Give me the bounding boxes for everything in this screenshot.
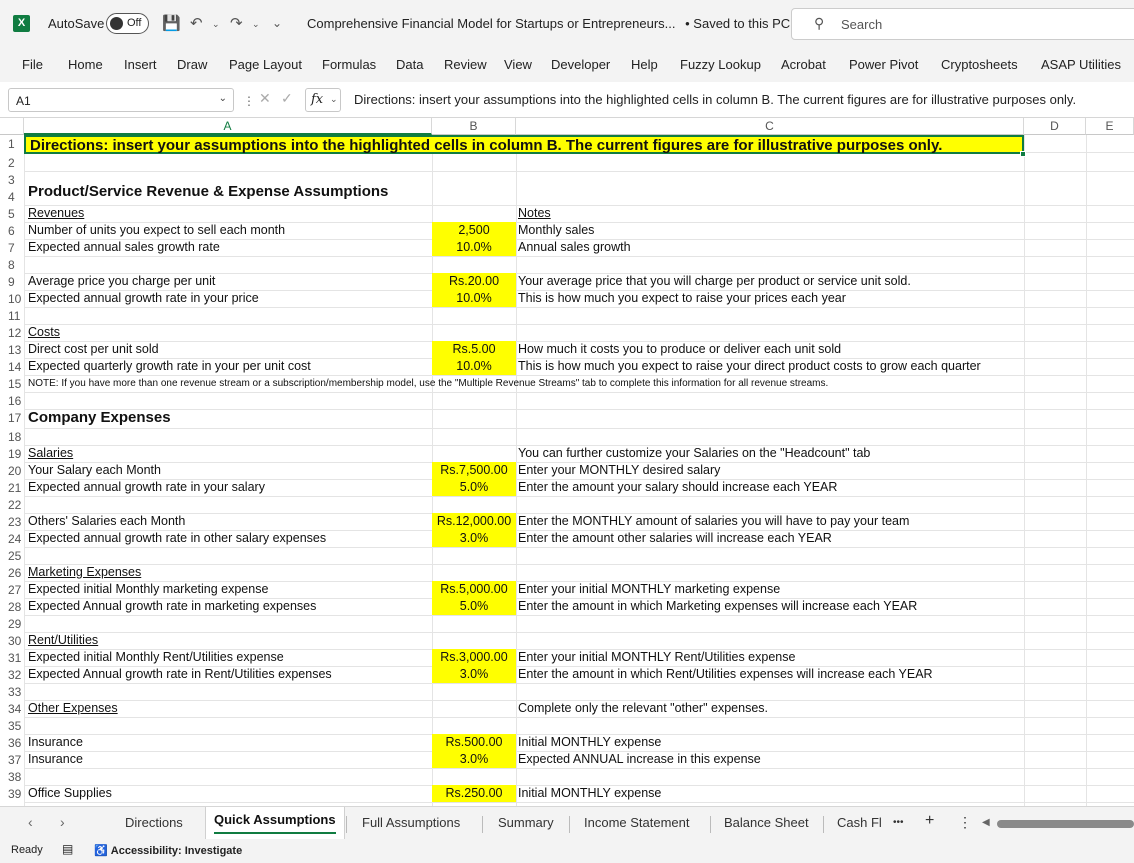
row-header[interactable]: 5 [8,207,15,221]
assumption-input-cell[interactable]: 10.0% [432,358,516,375]
autosave-toggle[interactable] [106,13,149,34]
assumption-label[interactable]: Insurance [28,752,83,766]
menu-data[interactable]: Data [396,57,424,72]
gridline [24,615,1134,616]
assumption-label[interactable]: NOTE: If you have more than one revenue stream or a subscription/membership model, use the "Multiple Revenue Streams" tab to complete this information for all revenue streams. [28,378,829,389]
row-header[interactable]: 10 [8,292,22,306]
assumption-input-cell[interactable]: Rs.20.00 [432,273,516,290]
assumption-label[interactable]: Expected annual sales growth rate [28,240,220,254]
assumption-label[interactable]: Expected quarterly growth rate in your per unit cost [28,359,311,373]
note-text[interactable]: Enter your MONTHLY desired salary [518,463,721,477]
assumption-input-cell[interactable]: Rs.3,000.00 [432,649,516,666]
row-header[interactable]: 14 [8,360,22,374]
macro-record-icon[interactable]: ▤ [62,842,74,856]
gridline [24,392,1134,393]
save-icon[interactable]: 💾 [162,15,181,32]
assumption-label[interactable]: Expected initial Monthly Rent/Utilities expense [28,650,284,664]
gridline [24,375,1134,376]
worksheet-grid[interactable] [0,118,1134,806]
assumption-input-cell[interactable]: Rs.5.00 [432,341,516,358]
row-header[interactable]: 34 [8,702,22,716]
row-header[interactable]: 8 [8,258,15,272]
status-ready: Ready [11,844,43,856]
note-text[interactable]: Complete only the relevant "other" expenses. [518,701,768,715]
menu-developer[interactable]: Developer [551,57,611,72]
assumption-label[interactable]: Expected initial Monthly marketing expense [28,582,269,596]
note-text[interactable]: Initial MONTHLY expense [518,735,662,749]
autosave-state: Off [127,17,142,29]
note-text[interactable]: Enter your initial MONTHLY marketing expense [518,582,781,596]
row-header[interactable]: 32 [8,668,22,682]
assumption-label[interactable]: Expected annual growth rate in other salary expenses [28,531,327,545]
row-header[interactable]: 31 [8,651,22,665]
note-text[interactable]: Enter your initial MONTHLY Rent/Utilities expense [518,650,796,664]
search-placeholder: Search [841,17,883,32]
search-icon: ⚲ [814,15,825,31]
note-text[interactable]: This is how much you expect to raise your prices each year [518,291,846,305]
toggle-knob [110,17,123,30]
tab-divider [346,816,347,833]
chevron-right-icon[interactable]: › [60,814,65,830]
menu-home[interactable]: Home [68,57,103,72]
accessibility-label: Accessibility: Investigate [110,845,243,857]
row-header[interactable]: 20 [8,464,22,478]
row-header[interactable]: 35 [8,719,22,733]
menu-review[interactable]: Review [444,57,487,72]
ribbon-menu [0,48,1134,82]
row-header[interactable]: 2 [8,156,15,170]
assumption-input-cell[interactable]: 5.0% [432,598,516,615]
fill-handle[interactable] [1020,151,1026,157]
note-text[interactable]: Annual sales growth [518,240,631,254]
column-header-d[interactable]: D [1024,118,1086,135]
row-header[interactable]: 25 [8,549,22,563]
accessibility-icon: ♿ [94,845,108,857]
menu-asap-utilities[interactable]: ASAP Utilities [1041,57,1121,72]
formula-bar [0,82,1134,118]
add-sheet-button[interactable]: + [925,812,935,829]
tab-quick-assumptions-label: Quick Assumptions [214,812,336,827]
tab-summary[interactable]: Summary [498,815,554,830]
row-header[interactable]: 21 [8,481,22,495]
row-header[interactable]: 23 [8,515,22,529]
chevron-left-icon[interactable]: ‹ [28,814,33,830]
category-label[interactable]: Salaries [28,446,74,460]
tab-income-statement[interactable]: Income Statement [584,815,690,830]
menu-formulas[interactable]: Formulas [322,57,377,72]
menu-cryptosheets[interactable]: Cryptosheets [941,57,1018,72]
autosave-label: AutoSave [48,16,105,31]
menu-insert[interactable]: Insert [124,57,157,72]
row-header[interactable]: 17 [8,411,22,425]
column-header-b[interactable]: B [432,118,516,135]
assumption-label[interactable]: Insurance [28,735,83,749]
status-bar [0,839,1134,863]
gridline [24,547,1134,548]
row-header[interactable]: 1 [8,137,15,151]
gridline [24,632,1134,633]
column-header-a[interactable]: A [24,118,432,135]
row-header[interactable]: 29 [8,617,22,631]
active-tab-underline [214,832,336,834]
tab-divider [710,816,711,833]
assumption-label[interactable]: Expected Annual growth rate in Rent/Utilities expenses [28,667,332,681]
row-header[interactable]: 28 [8,600,22,614]
redo-icon[interactable]: ↷ [230,15,243,32]
row-header[interactable]: 4 [8,190,15,204]
gridline [1086,135,1087,806]
row-header[interactable]: 19 [8,447,22,461]
undo-icon[interactable]: ↶ [190,15,203,32]
note-text[interactable]: Enter the amount in which Marketing expenses will increase each YEAR [518,599,918,613]
gridline [24,135,25,806]
assumption-label[interactable]: Expected Annual growth rate in marketing expenses [28,599,317,613]
row-header[interactable]: 12 [8,326,22,340]
tab-quick-assumptions[interactable] [205,807,345,840]
gridline [24,428,1134,429]
row-header[interactable]: 7 [8,241,15,255]
assumption-input-cell[interactable]: Rs.7,500.00 [432,462,516,479]
assumption-label[interactable]: Direct cost per unit sold [28,342,159,356]
assumption-input-cell[interactable]: Rs.500.00 [432,734,516,751]
horizontal-scrollbar[interactable] [997,820,1134,828]
undo-dropdown-icon[interactable]: ⌄ [212,19,220,29]
note-text[interactable]: This is how much you expect to raise your direct product costs to grow each quarter [518,359,981,373]
category-label[interactable]: Other Expenses [28,701,118,715]
menu-file[interactable]: File [22,57,43,72]
row-header[interactable]: 36 [8,736,22,750]
redo-dropdown-icon[interactable]: ⌄ [252,19,260,29]
assumption-label[interactable]: Others' Salaries each Month [28,514,186,528]
row-header[interactable]: 30 [8,634,22,648]
gridline [24,683,1134,684]
save-status: • Saved to this PC [685,16,791,31]
tab-directions[interactable]: Directions [125,815,183,830]
tab-balance-sheet[interactable]: Balance Sheet [724,815,809,830]
tab-divider [482,816,483,833]
enter-icon[interactable]: ✓ [281,90,293,106]
gridline [24,256,1134,257]
note-text[interactable]: You can further customize your Salaries on the "Headcount" tab [518,446,871,460]
assumption-input-cell[interactable]: 5.0% [432,479,516,496]
title-bar [0,0,1134,48]
row-header[interactable]: 16 [8,394,22,408]
row-header[interactable]: 9 [8,275,15,289]
gridline [24,205,1134,206]
note-text[interactable]: Enter the amount in which Rent/Utilities expenses will increase each YEAR [518,667,933,681]
column-header-c[interactable]: C [516,118,1024,135]
assumption-label[interactable]: Your Salary each Month [28,463,161,477]
category-label[interactable]: Costs [28,325,60,339]
assumption-input-cell[interactable]: Rs.250.00 [432,785,516,802]
customize-toolbar-icon[interactable]: ⌄ [272,16,283,30]
menu-fuzzy-lookup[interactable]: Fuzzy Lookup [680,57,761,72]
gridline [24,768,1134,769]
row-header[interactable]: 24 [8,532,22,546]
chevron-down-icon: ⌄ [218,93,227,104]
assumption-label[interactable]: Average price you charge per unit [28,274,216,288]
fx-icon: fx [311,92,324,107]
note-text[interactable]: How much it costs you to produce or deliver each unit sold [518,342,842,356]
scroll-left-icon[interactable]: ◀ [982,817,990,828]
gridline [24,717,1134,718]
sheet-options-icon[interactable]: ⋮ [958,814,972,830]
menu-draw[interactable]: Draw [177,57,208,72]
assumption-label[interactable]: Expected annual growth rate in your salary [28,480,265,494]
gridline [24,171,1134,172]
assumption-label[interactable]: Office Supplies [28,786,112,800]
row-header[interactable]: 18 [8,430,22,444]
cancel-icon[interactable]: ✕ [259,90,271,106]
document-title[interactable] [307,16,802,31]
tab-full-assumptions[interactable]: Full Assumptions [362,815,461,830]
section-heading[interactable]: Product/Service Revenue & Expense Assumptions [28,183,389,200]
menu-view[interactable]: View [504,57,532,72]
chevron-down-icon: ⌄ [330,94,338,104]
gridline [24,409,1134,410]
select-all-corner[interactable] [0,118,24,135]
excel-icon: X [13,15,30,32]
tab-divider [823,816,824,833]
menu-help[interactable]: Help [631,57,658,72]
row-header[interactable]: 38 [8,770,22,784]
row-header[interactable]: 37 [8,753,22,767]
row-header[interactable]: 13 [8,343,22,357]
assumption-input-cell[interactable]: 3.0% [432,666,516,683]
more-tabs-icon[interactable]: ••• [893,817,904,828]
tab-cash-flow[interactable]: Cash Fl​ [837,815,882,830]
gridline [516,135,517,806]
gridline [1024,135,1025,806]
selected-cell-a1[interactable] [24,135,1024,154]
category-label[interactable]: Marketing Expenses [28,565,142,579]
row-header[interactable]: 33 [8,685,22,699]
name-box-value: A1 [16,94,31,108]
column-header-e[interactable]: E [1086,118,1134,135]
gridline [24,324,1134,325]
sheet-tabs-bar [0,806,1134,839]
assumption-input-cell[interactable]: Rs.5,000.00 [432,581,516,598]
directions-text: Directions: insert your assumptions into the highlighted cells in column B. The current figures are for illustrative purposes only. [30,137,943,154]
row-header[interactable]: 11 [8,309,21,323]
note-text[interactable]: Monthly sales [518,223,595,237]
row-header[interactable]: 6 [8,224,15,238]
row-header[interactable]: 27 [8,583,22,597]
note-text[interactable]: Enter the amount other salaries will increase each YEAR [518,531,832,545]
note-text[interactable]: Initial MONTHLY expense [518,786,662,800]
insert-function-button[interactable] [305,88,341,112]
note-text[interactable]: Enter the amount your salary should increase each YEAR [518,480,838,494]
document-name: Comprehensive Financial Model for Startups or Entrepreneurs... [307,16,676,31]
menu-page-layout[interactable]: Page Layout [229,57,303,72]
row-header[interactable]: 3 [8,173,15,187]
row-header[interactable]: 39 [8,787,22,801]
assumption-input-cell[interactable]: 10.0% [432,239,516,256]
category-label[interactable]: Rent/Utilities [28,633,99,647]
gridline [24,564,1134,565]
tab-divider [569,816,570,833]
gridline [24,307,1134,308]
more-options-icon[interactable]: ⋮ [243,94,255,108]
menu-acrobat[interactable]: Acrobat [781,57,826,72]
assumption-input-cell[interactable]: 10.0% [432,290,516,307]
section-heading[interactable]: Company Expenses [28,409,171,426]
note-text[interactable]: Enter the MONTHLY amount of salaries you will have to pay your team [518,514,910,528]
assumption-label[interactable]: Expected annual growth rate in your price [28,291,259,305]
assumption-input-cell[interactable]: 2,500 [432,222,516,239]
gridline [24,802,1134,803]
row-header[interactable]: 26 [8,566,22,580]
assumption-input-cell[interactable]: 3.0% [432,530,516,547]
gridline [24,496,1134,497]
note-text[interactable]: Expected ANNUAL increase in this expense [518,752,761,766]
search-input[interactable] [791,8,1134,40]
category-label[interactable]: Revenues [28,206,85,220]
formula-input[interactable]: Directions: insert your assumptions into the highlighted cells in column B. The current figures are for illustrative purposes only. [354,92,1077,107]
row-header[interactable]: 15 [8,377,22,391]
note-text[interactable]: Your average price that you will charge per product or service unit sold. [518,274,911,288]
notes-header[interactable]: Notes [518,206,551,220]
assumption-input-cell[interactable]: 3.0% [432,751,516,768]
assumption-label[interactable]: Number of units you expect to sell each month [28,223,286,237]
menu-power-pivot[interactable]: Power Pivot [849,57,919,72]
assumption-input-cell[interactable]: Rs.12,000.00 [432,513,516,530]
accessibility-status[interactable] [94,844,242,857]
name-box[interactable] [8,88,234,112]
row-header[interactable]: 22 [8,498,22,512]
